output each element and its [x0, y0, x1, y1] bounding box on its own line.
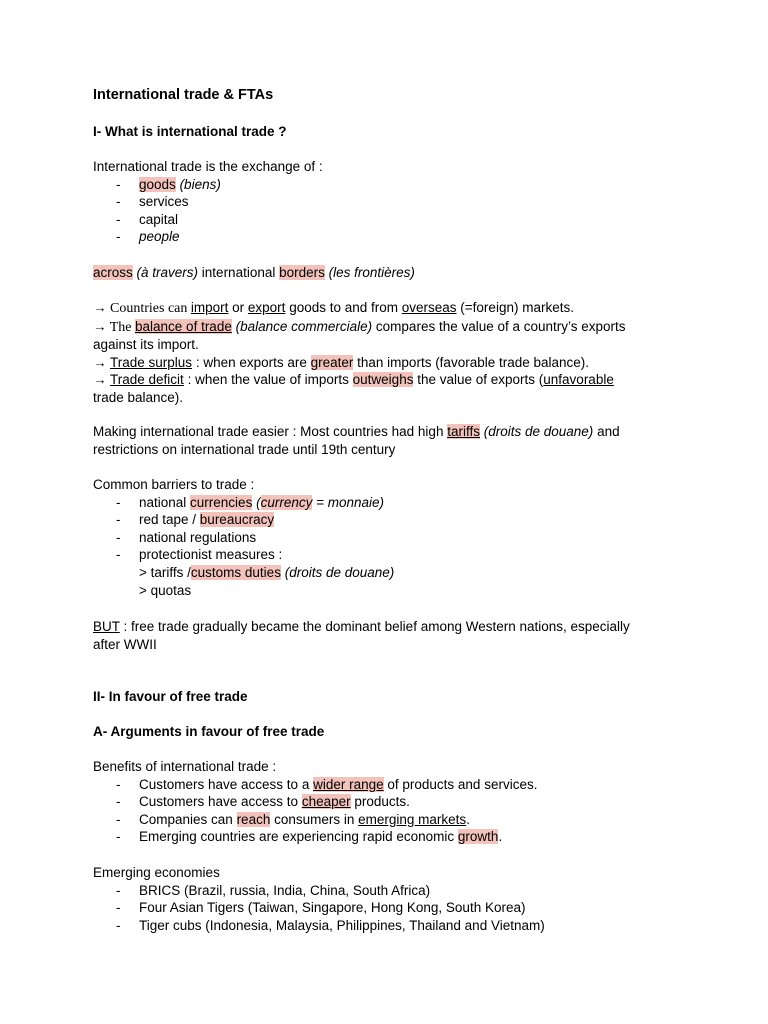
text: or [228, 300, 248, 315]
item-brics: BRICS (Brazil, russia, India, China, South Africa) [139, 882, 431, 898]
text: Customers have access to a [139, 776, 314, 792]
benefits-intro: Benefits of international trade : [93, 759, 277, 774]
text: national regulations [139, 529, 257, 545]
list-item [93, 211, 673, 229]
list-item [93, 511, 673, 529]
text: and [593, 424, 620, 439]
dash-bullet: - [116, 176, 121, 192]
emerging-intro: Emerging economies [93, 865, 220, 880]
arrow-icon: → [93, 354, 111, 370]
highlight-customs-duties: customs duties [190, 564, 281, 580]
text: consumers in [270, 811, 359, 827]
arrow-icon: → [93, 318, 107, 334]
list-item [93, 546, 673, 564]
dash-bullet: - [116, 829, 121, 845]
list-item [93, 917, 673, 935]
highlight-growth: growth [457, 829, 499, 845]
paragraph-line: restrictions on international trade until 19th century [93, 441, 396, 457]
arrow-point-balance-of-trade [93, 318, 673, 337]
text: products. [350, 794, 410, 810]
underline-export: export [247, 300, 286, 315]
translation-biens: (biens) [179, 176, 221, 192]
underline-but: BUT [93, 619, 120, 634]
text: the value of exports ( [413, 372, 544, 388]
item-four-asian-tigers: Four Asian Tigers (Taiwan, Singapore, Hong Kong, South Korea) [139, 900, 526, 916]
arrow-icon: → [93, 372, 111, 388]
list-item [93, 193, 673, 211]
list-item [93, 828, 673, 846]
text: Companies can [139, 811, 237, 827]
text: : when exports are [192, 354, 311, 370]
text: national [139, 494, 191, 510]
underline-import: import [190, 300, 229, 315]
dash-bullet: - [116, 494, 121, 510]
text: : free trade gradually became the dominant belief among Western nations, especially [119, 619, 630, 634]
dash-bullet: - [116, 529, 121, 545]
underline-overseas: overseas [401, 300, 457, 315]
highlight-balance-of-trade: balance of trade [135, 318, 232, 334]
sub-item-tariffs [93, 564, 673, 582]
exchange-intro: International trade is the exchange of : [93, 159, 323, 174]
benefits-list [93, 776, 673, 846]
list-item [93, 776, 673, 794]
emerging-list [93, 882, 673, 935]
across-borders-line [93, 264, 673, 282]
underline-emerging-markets: emerging markets [358, 811, 467, 827]
list-item [93, 228, 673, 246]
exchange-list [93, 176, 673, 246]
arrow-point-deficit-continued: trade balance). [93, 389, 184, 405]
underline-unfavorable: unfavorable [543, 372, 614, 388]
text: : when the value of imports [183, 372, 353, 388]
text: goods to and from [285, 300, 402, 315]
text: Making international trade easier : Most countries had high [93, 424, 448, 439]
text: (=foreign) markets. [456, 300, 574, 315]
translation-droits-de-douane: (droits de douane) [483, 424, 594, 439]
list-item [93, 811, 673, 829]
emerging-economies-block [93, 864, 673, 934]
arrow-point-trade-deficit [93, 371, 673, 389]
text: Customers have access to [139, 794, 302, 810]
text: international [198, 265, 280, 280]
text: . [466, 811, 470, 827]
dash-bullet: - [116, 211, 121, 227]
text: > tariffs / [139, 564, 191, 580]
list-item [93, 494, 673, 512]
dash-bullet: - [116, 547, 121, 563]
highlight-bureaucracy: bureaucracy [199, 512, 275, 528]
highlight-borders: borders [279, 265, 325, 280]
highlight-cheaper: cheaper [301, 794, 351, 810]
translation-les-frontieres: (les frontières) [328, 265, 415, 280]
benefits-block [93, 758, 673, 846]
highlight-outweighs: outweighs [352, 372, 414, 388]
text: than imports (favorable trade balance). [353, 354, 590, 370]
text: Emerging countries are experiencing rapid economic [139, 829, 458, 845]
sub-item-quotas: > quotas [139, 582, 192, 598]
item-services: services [139, 194, 189, 210]
but-paragraph [93, 618, 673, 653]
text: red tape / [139, 512, 200, 528]
list-item [93, 882, 673, 900]
text: The [106, 319, 136, 335]
dash-bullet: - [116, 882, 121, 898]
paragraph-line: after WWII [93, 636, 157, 652]
arrow-point-import-export [93, 299, 673, 318]
highlight-goods: goods [139, 176, 176, 192]
translation-balance-commerciale: (balance commerciale) [235, 318, 373, 334]
paragraph-line [93, 618, 673, 636]
dash-bullet: - [116, 194, 121, 210]
barriers-list [93, 494, 673, 564]
dash-bullet: - [116, 229, 121, 245]
arrow-icon: → [93, 300, 107, 315]
item-people: people [139, 229, 180, 245]
highlight-currencies: currencies [190, 494, 253, 510]
arrow-points [93, 299, 673, 407]
list-item [93, 176, 673, 194]
section-1-heading: I- What is international trade ? [93, 124, 287, 139]
paragraph-line [93, 423, 673, 441]
underline-trade-surplus: Trade surplus [110, 354, 193, 370]
dash-bullet: - [116, 794, 121, 810]
highlight-greater: greater [310, 354, 354, 370]
arrow-point-balance-continued: against its import. [93, 337, 199, 353]
underline-trade-deficit: Trade deficit [110, 372, 184, 388]
exchange-block [93, 158, 673, 246]
text: ( [256, 494, 261, 510]
arrow-point-trade-surplus [93, 354, 673, 372]
barriers-block [93, 476, 673, 599]
translation-droits-de-douane: (droits de douane) [284, 564, 395, 580]
highlight-currency: currency [260, 494, 313, 510]
list-item [93, 899, 673, 917]
document-title: International trade & FTAs [93, 87, 274, 103]
dash-bullet: - [116, 811, 121, 827]
trade-easier-paragraph [93, 423, 673, 458]
highlight-across: across [93, 265, 133, 280]
translation-monnaie: = monnaie) [312, 494, 385, 510]
item-capital: capital [139, 211, 179, 227]
section-2-heading: II- In favour of free trade [93, 689, 248, 704]
text: protectionist measures : [139, 547, 283, 563]
list-item [93, 529, 673, 547]
translation-a-travers: (à travers) [136, 265, 199, 280]
text: of products and services. [383, 776, 538, 792]
dash-bullet: - [116, 900, 121, 916]
list-item [93, 793, 673, 811]
text: compares the value of a country’s exports [372, 318, 626, 334]
highlight-reach: reach [236, 811, 271, 827]
text: Countries can [106, 301, 191, 316]
highlight-wider-range: wider range [313, 776, 384, 792]
dash-bullet: - [116, 917, 121, 933]
dash-bullet: - [116, 512, 121, 528]
text: . [498, 829, 503, 845]
barriers-intro: Common barriers to trade : [93, 477, 255, 492]
highlight-tariffs: tariffs [447, 424, 480, 439]
dash-bullet: - [116, 776, 121, 792]
subsection-a-heading: A- Arguments in favour of free trade [93, 724, 325, 739]
item-tiger-cubs: Tiger cubs (Indonesia, Malaysia, Philippines, Thailand and Vietnam) [139, 917, 545, 933]
